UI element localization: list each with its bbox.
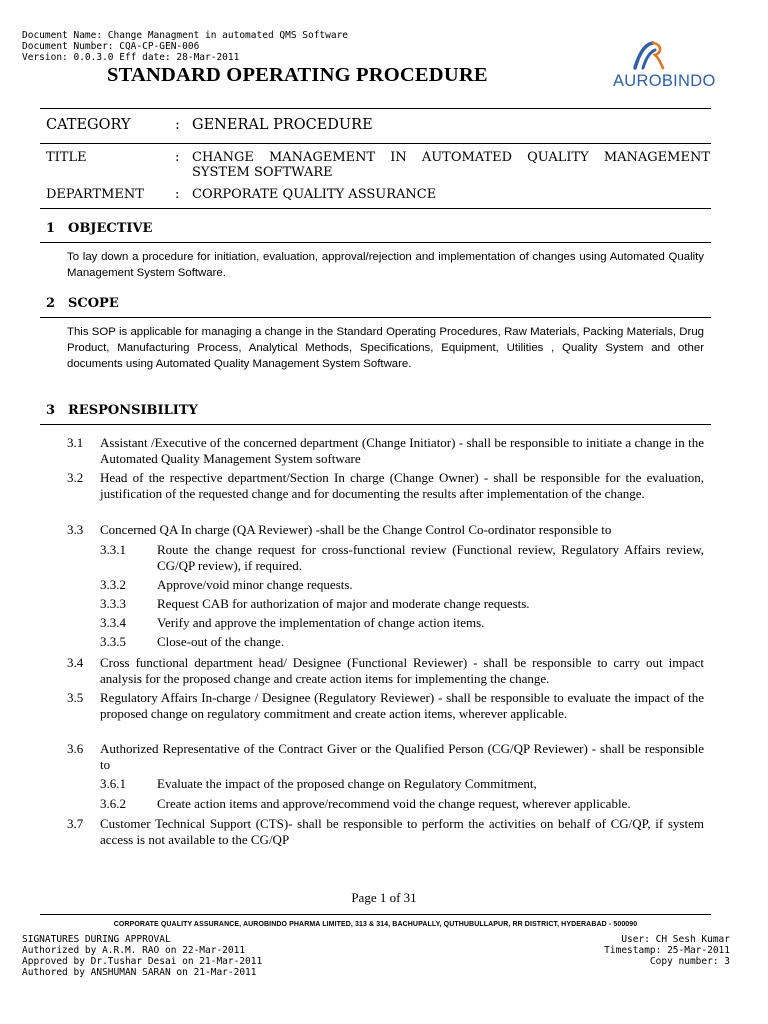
item-number: 3.2 (67, 470, 84, 485)
divider (40, 914, 711, 915)
colon: : (175, 117, 180, 133)
document-version: Version: 0.0.3.0 Eff date: 28-Mar-2011 (22, 52, 240, 63)
approved-by: Approved by Dr.Tushar Desai on 21-Mar-2011 (22, 956, 263, 967)
company-logo (613, 40, 716, 95)
item-text: Assistant /Executive of the concerned department (Change Initiator) - shall be responsible to initiate a change in the Automated Quality Management System software (100, 435, 704, 466)
item-number: 3.6 (67, 741, 84, 756)
authorized-by: Authorized by A.R.M. RAO on 22-Mar-2011 (22, 945, 246, 956)
section-name: OBJECTIVE (68, 221, 153, 236)
item-text: Close-out of the change. (157, 634, 285, 649)
footer-address: CORPORATE QUALITY ASSURANCE, AUROBINDO PHARMA LIMITED, 313 & 314, BACHUPALLY, QUTHUBULLAPUR, RR DISTRICT, HYDERABAD - 500090 (113, 921, 638, 928)
divider (40, 317, 711, 318)
item-number: 3.6.2 (100, 796, 126, 811)
divider (40, 143, 711, 144)
document-meta (22, 30, 348, 63)
page-number: Page 1 of 31 (351, 890, 417, 905)
item-number: 3.3.2 (100, 577, 126, 592)
timestamp: Timestamp: 25-Mar-2011 (604, 945, 730, 956)
signature-block (22, 934, 262, 978)
section-number: 2 (46, 296, 56, 311)
department-value: CORPORATE QUALITY ASSURANCE (192, 187, 437, 202)
item-number: 3.7 (67, 816, 84, 831)
colon: : (175, 150, 180, 165)
item-text: Create action items and approve/recommend void the change request, wherever applicable. (157, 796, 631, 811)
print-info (604, 934, 730, 967)
divider (40, 208, 711, 209)
item-text: Customer Technical Support (CTS)- shall be responsible to perform the activities on behalf of CG/QP, if system access is not available to the CG/QP (100, 816, 704, 847)
page-title: STANDARD OPERATING PROCEDURE (107, 64, 488, 86)
objective-text: To lay down a procedure for initiation, evaluation, approval/rejection and implementation of changes using Automated Quality Management System Software. (67, 251, 704, 279)
document-name: Document Name: Change Managment in automated QMS Software (22, 30, 349, 41)
title-label: TITLE (46, 150, 87, 165)
section-number: 3 (46, 403, 56, 418)
item-text: Concerned QA In charge (QA Reviewer) -shall be the Change Control Co-ordinator responsible to (100, 522, 612, 537)
authored-by: Authored by ANSHUMAN SARAN on 21-Mar-2011 (22, 967, 257, 978)
category-label: CATEGORY (46, 117, 131, 133)
divider (40, 108, 711, 109)
section-number: 1 (46, 221, 56, 236)
item-number: 3.1 (67, 435, 84, 450)
title-value: CHANGE MANAGEMENT IN AUTOMATED QUALITY MANAGEMENT SYSTEM SOFTWARE (192, 150, 710, 180)
divider (40, 242, 711, 243)
item-text: Regulatory Affairs In-charge / Designee (Regulatory Reviewer) - shall be responsible to evaluate the impact of the proposed change on regulatory commitment and create action items, wherever applicable. (100, 690, 704, 721)
item-number: 3.3.5 (100, 634, 126, 649)
item-number: 3.4 (67, 655, 84, 670)
item-text: Head of the respective department/Section In charge (Change Owner) - shall be responsible for the evaluation, justification of the requested change and for documenting the results after implementation of the change. (100, 470, 704, 501)
section-name: RESPONSIBILITY (68, 403, 198, 418)
item-number: 3.6.1 (100, 776, 126, 791)
signatures-title: SIGNATURES DURING APPROVAL (22, 934, 171, 945)
item-number: 3.5 (67, 690, 84, 705)
scope-text: This SOP is applicable for managing a change in the Standard Operating Procedures, Raw Materials, Packing Materials, Drug Product, Manufacturing Process, Analytical Methods, Specifications, Equipment, Utilities , Quality System and other documents using Automated Quality Management System Software. (67, 326, 704, 370)
section-name: SCOPE (68, 296, 119, 311)
item-text: Route the change request for cross-functional review (Functional review, Regulatory Affairs review, CG/QP review), if required. (157, 542, 704, 573)
divider (40, 424, 711, 425)
colon: : (175, 187, 180, 202)
item-text: Cross functional department head/ Designee (Functional Reviewer) - shall be responsible to carry out impact analysis for the proposed change and create action items for implementing the change. (100, 655, 704, 686)
user-name: User: CH Sesh Kumar (621, 934, 730, 945)
aurobindo-logo-icon (631, 40, 665, 70)
department-label: DEPARTMENT (46, 187, 144, 202)
item-text: Approve/void minor change requests. (157, 577, 353, 592)
copy-number: Copy number: 3 (649, 956, 730, 967)
logo-text: AUROBINDO (613, 72, 716, 90)
item-number: 3.3.4 (100, 615, 126, 630)
item-text: Verify and approve the implementation of change action items. (157, 615, 485, 630)
item-text: Evaluate the impact of the proposed change on Regulatory Commitment, (157, 776, 537, 791)
category-value: GENERAL PROCEDURE (192, 117, 373, 133)
item-number: 3.3 (67, 522, 84, 537)
item-text: Authorized Representative of the Contract Giver or the Qualified Person (CG/QP Reviewer) - shall be responsible to (100, 741, 704, 772)
item-text: Request CAB for authorization of major and moderate change requests. (157, 596, 530, 611)
document-number: Document Number: CQA-CP-GEN-006 (22, 41, 200, 52)
item-number: 3.3.3 (100, 596, 126, 611)
item-number: 3.3.1 (100, 542, 126, 557)
